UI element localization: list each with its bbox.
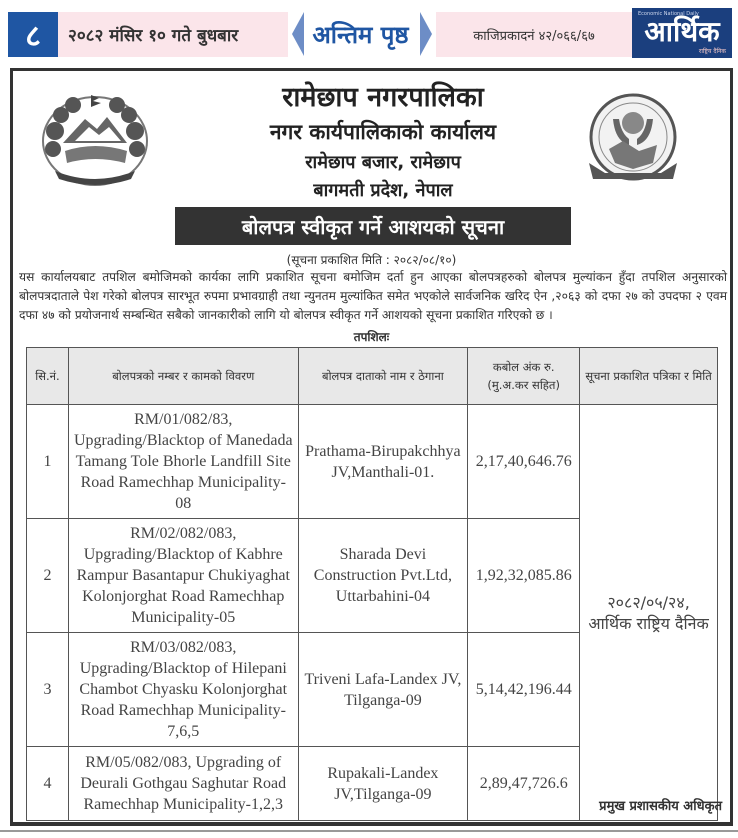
cell-amount: 2,17,40,646.76 <box>468 405 580 519</box>
signatory-title: प्रमुख प्रशासकीय अधिकृत <box>599 799 722 814</box>
office-name: नगर कार्यपालिकाको कार्यालय <box>269 120 497 144</box>
header-bidder: बोलपत्र दाताको नाम र ठेगाना <box>298 348 468 405</box>
header-serial: सि.नं. <box>27 348 69 405</box>
cell-publication <box>580 405 718 821</box>
details-label: तपशिलः <box>353 330 390 344</box>
notice-frame <box>10 68 733 826</box>
publication-date: २०८२/०५/२४, <box>607 592 690 612</box>
cell-amount: 1,92,32,085.86 <box>468 519 580 633</box>
header-publication: सूचना प्रकाशित पत्रिका र मिति <box>580 348 718 405</box>
cell-serial: 3 <box>27 633 69 747</box>
cell-description: RM/05/082/083, Upgrading of Deurali Gothgau Saghutar Road Ramechhap Municipality-1,2,3 <box>68 747 298 821</box>
cell-bidder: Triveni Lafa-Landex JV, Tilganga-09 <box>298 633 468 747</box>
notice-body: यस कार्यालयबाट तपशिल बमोजिमको कार्यका लागि प्रकाशित सूचना बमोजिम दर्ता हुन आएका बोलपत्रहरुको बोलपत्र मुल्यांकन हुँदा तपशिल अनुसारको बोलपत्रदाताले पेश गरेको बोलपत्र सारभूत रुपमा प्रभावग्राही तथा न्युनतम मुल्यांकित समेत भएकोले सार्वजनिक खरिद ऐन ,२०६३ को दफा २७ को उपदफा २ एवम दफा ४७ को प्रयोजनार्थ सम्बन्धित सबैको जानकारीको लागि यो बोलपत्र स्वीकृत गर्ने आशयको सूचना प्रकाशित गरिएको छ । <box>19 270 727 322</box>
cell-amount: 2,89,47,726.6 <box>468 747 580 821</box>
cell-serial: 4 <box>27 747 69 821</box>
cell-serial: 1 <box>27 405 69 519</box>
ramechhap-municipality-logo-icon <box>583 89 683 189</box>
cell-bidder: Prathama-Birupakchhya JV,Manthali-01. <box>298 405 468 519</box>
issue-date: २०८२ मंसिर १० गते बुधबार <box>58 12 288 57</box>
section-label: अन्तिम पृष्ठ <box>288 8 433 60</box>
office-address: रामेछाप बजार, रामेछाप <box>305 152 461 173</box>
table-row <box>27 405 718 519</box>
province: बागमती प्रदेश, नेपाल <box>313 180 453 201</box>
logo-subtitle: राष्ट्रिय दैनिक <box>698 48 726 55</box>
cell-description: RM/01/082/83, Upgrading/Blacktop of Manedada Tamang Tole Bhorle Landfill Site Road Ramechhap Municipality-08 <box>68 405 298 519</box>
organization-name: रामेछाप नगरपालिका <box>282 82 484 113</box>
published-date: (सूचना प्रकाशित मिति : २०८२/०८/१०) <box>286 253 457 267</box>
logo-tagline: Economic National Daily <box>638 11 699 17</box>
registration-number: काजिप्रकादनं ४२/०६६/६७ <box>436 12 632 57</box>
page-number: ८ <box>8 12 58 57</box>
publication-newspaper: आर्थिक राष्ट्रिय दैनिक <box>588 613 709 633</box>
arrow-left-icon <box>292 12 304 56</box>
header-description: बोलपत्रको नम्बर र कामको विवरण <box>68 348 298 405</box>
cell-description: RM/03/082/083, Upgrading/Blacktop of Hilepani Chambot Chyasku Kolonjorghat Road Ramechhap Municipality-7,6,5 <box>68 633 298 747</box>
bids-table <box>26 347 718 821</box>
cell-description: RM/02/082/083, Upgrading/Blacktop of Kabhre Rampur Basantapur Chukiyaghat Kolonjorghat Road Ramechhap Municipality-05 <box>68 519 298 633</box>
cell-bidder: Sharada Devi Construction Pvt.Ltd, Uttarbahini-04 <box>298 519 468 633</box>
frame-shadow-divider <box>0 830 738 832</box>
arrow-right-icon <box>420 12 432 56</box>
cell-serial: 2 <box>27 519 69 633</box>
header-amount: कबोल अंक रु. (मु.अ.कर सहित) <box>468 348 580 405</box>
notice-title: बोलपत्र स्वीकृत गर्ने आशयको सूचना <box>175 207 571 245</box>
newspaper-logo <box>632 8 732 58</box>
logo-name: आर्थिक <box>644 15 720 48</box>
newspaper-masthead <box>0 0 738 62</box>
table-header-row <box>27 348 718 405</box>
cell-amount: 5,14,42,196.44 <box>468 633 580 747</box>
nepal-government-emblem-icon <box>35 91 155 191</box>
cell-bidder: Rupakali-Landex JV,Tilganga-09 <box>298 747 468 821</box>
